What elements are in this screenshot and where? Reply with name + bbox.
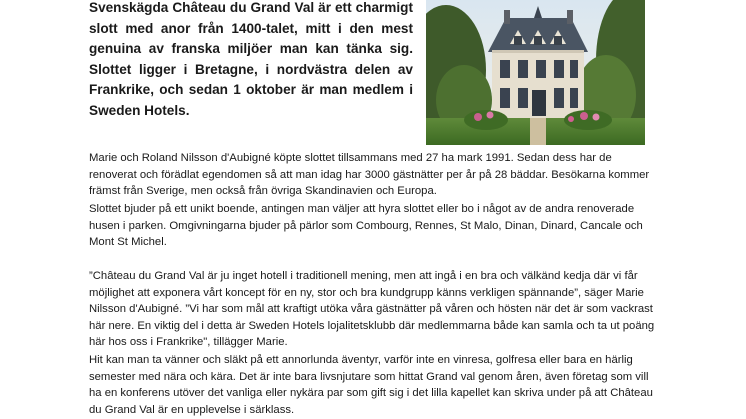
paragraph-visitors: Hit kan man ta vänner och släkt på ett annorlunda äventyr, varför inte en vinresa, golfresa eller bara en härlig semester med nära och kära. Det är inte bara livsnjutare som hittat Grand val genom åren, även företag som vill ha en konferens utöver det vanliga eller nykära par som gift sig i det lilla kapellet kan skriva under på att Château du Grand Val är en upplevelse i särklass.: [89, 354, 653, 416]
paragraph-accommodation: Slottet bjuder på ett unikt boende, antingen man väljer att hyra slottet eller bo i något av de andra renoverade husen i parken. Omgivningarna bjuder på pärlor som Combourg, Rennes, St Malo, Dinan, Dinard, Cancale och Mont St Michel.: [89, 203, 643, 248]
chateau-photo: [426, 0, 645, 145]
paragraph-history: Marie och Roland Nilsson d'Aubigné köpte slottet tillsammans med 27 ha mark 1991. Sedan dess har de renoverat och förädlat egendomen så att man idag har 3000 gästnätter per år på 28 bäddar. Besökarna kommer främst från Sverige, men också från övriga Skandinavien och Europa.: [89, 152, 650, 197]
paragraph-quote: ”Château du Grand Val är ju inget hotell i traditionell mening, men att ingå i en bra och välkänd kedja där vi får möjlighet att exponera vårt koncept för en ny, stor och bra kundgrupp känns verkligen spännande”, säger Marie Nilsson d'Aubigné. ”Vi har som mål att kraftigt utöka våra gästnätter på våren och hösten när det är som vackrast här nere. En viktig del i detta är Sweden Hotels lojalitetsklubb där medlemmarna både kan samla och ta ut poäng här hos oss i Frankrike", tillägger Marie.: [89, 270, 655, 348]
lead-paragraph: Svenskägda Château du Grand Val är ett charmigt slott med anor från 1400-talet, mitt i den mest genuina av franska miljöer man kan tänka sig. Slottet ligger i Bretagne, i nordvästra delen av Frankrike, och sedan 1 oktober är man medlem i Sweden Hotels.: [89, 0, 413, 118]
